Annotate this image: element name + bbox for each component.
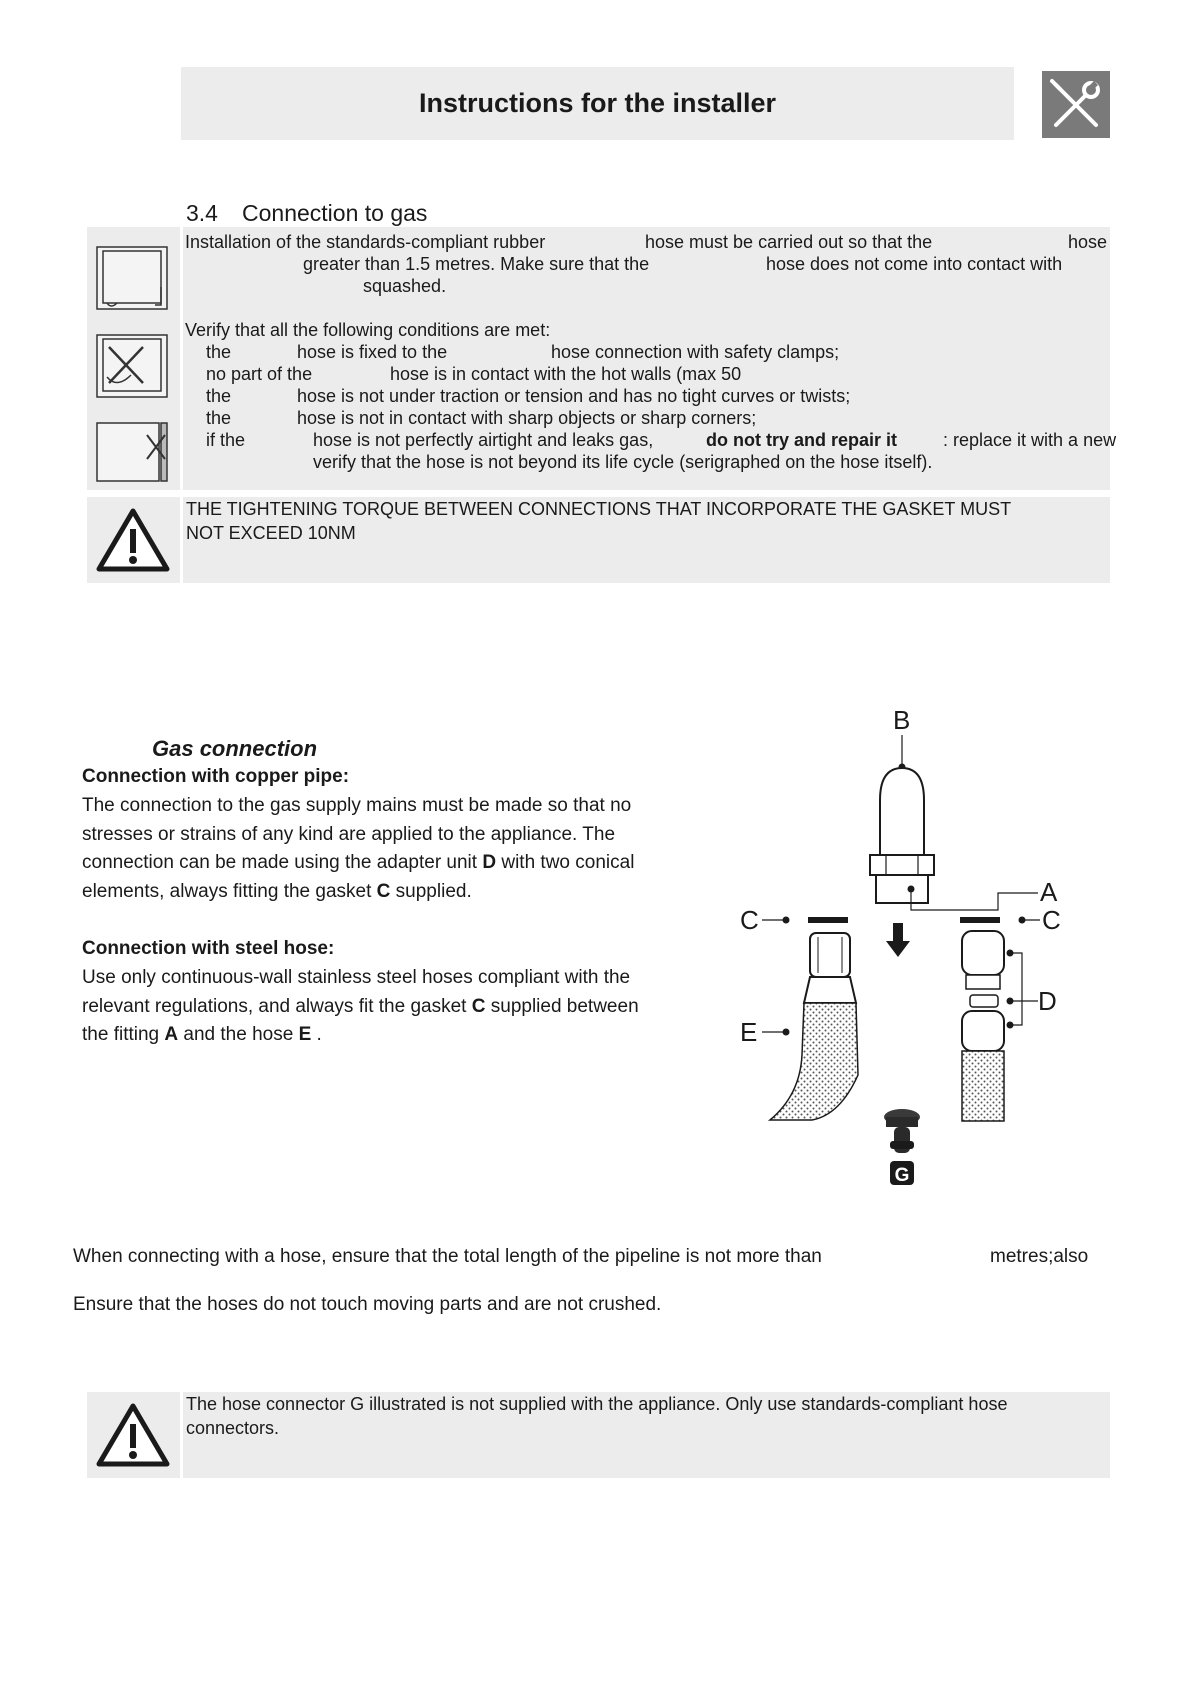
steel-heading: Connection with steel hose: xyxy=(82,938,335,959)
hose-connector-note-box xyxy=(183,1392,1110,1478)
label-c-right: C xyxy=(1042,905,1061,935)
sharp-corner-icon xyxy=(97,423,167,481)
hose-crush-line: Ensure that the hoses do not touch moving parts and are not crushed. xyxy=(73,1294,662,1315)
header-bar xyxy=(181,67,1014,140)
pictogram-column xyxy=(87,227,180,490)
condition-2: no part of the hose is in contact with the hot walls (max 50 xyxy=(206,364,742,384)
intro-line-2b: hose does not come into contact with xyxy=(766,254,1063,274)
label-e: E xyxy=(740,1017,758,1047)
intro-line-1: Installation of the standards-compliant rubber hose must be carried out so that the hose xyxy=(185,232,1108,252)
hose-nut-left xyxy=(810,933,850,977)
steel-line-3: the fitting A and the hose E . xyxy=(82,1024,322,1045)
condition-tail: verify that the hose is not beyond its life cycle (serigraphed on the hose itself). xyxy=(313,452,933,472)
hose-installation-icon xyxy=(97,247,167,309)
condition-1: the hose is fixed to the hose connection with safety clamps; xyxy=(206,342,840,362)
label-c-left: C xyxy=(740,905,759,935)
tools-icon xyxy=(1042,71,1110,138)
copper-heading: Connection with copper pipe: xyxy=(82,766,350,787)
hose-length-line: When connecting with a hose, ensure that the total length of the pipeline is not more than xyxy=(73,1246,822,1267)
steel-line-1: Use only continuous-wall stainless steel hoses compliant with the xyxy=(82,967,631,988)
verify-heading: Verify that all the following conditions are met: xyxy=(185,320,551,340)
section-number: 3.4 xyxy=(186,200,218,226)
adapter-d-middle xyxy=(970,995,998,1007)
steel-hose-right xyxy=(962,1051,1004,1121)
intro-line-2: greater than 1.5 metres. Make sure that the xyxy=(303,254,650,274)
gasket-c-left xyxy=(808,917,848,923)
hose-crossed-icon xyxy=(97,335,167,397)
copper-line-2: stresses or strains of any kind are applied to the appliance. The xyxy=(82,823,616,845)
section-heading: Connection to gas xyxy=(242,200,428,226)
torque-warning-line-1: THE TIGHTENING TORQUE BETWEEN CONNECTIONS THAT INCORPORATE THE GASKET MUST xyxy=(186,499,1012,519)
copper-text xyxy=(82,792,634,906)
warning-icon-box xyxy=(87,497,180,583)
warning-icon xyxy=(87,1392,180,1478)
fitting-a xyxy=(876,875,928,903)
gas-nozzle-b xyxy=(880,768,924,855)
copper-line-4: elements, always fitting the gasket C supplied. xyxy=(82,880,472,902)
label-a: A xyxy=(1040,877,1058,907)
warning-icon xyxy=(87,497,180,583)
condition-3: the hose is not under traction or tension and has no tight curves or twists; xyxy=(206,386,851,406)
gas-connection-title: Gas connection xyxy=(152,736,318,761)
note-warning-icon-box xyxy=(87,1392,180,1478)
gas-connection-diagram xyxy=(740,705,1120,1225)
copper-line-1: The connection to the gas supply mains must be made so that no xyxy=(82,795,632,816)
adapter-d-bottom xyxy=(962,1011,1004,1051)
copper-line-3: connection can be made using the adapter unit D with two conical xyxy=(82,852,635,873)
condition-5: if the hose is not perfectly airtight and leaks gas, do not try and repair it : replace it with a new xyxy=(206,430,1117,450)
adapter-d-top xyxy=(962,931,1004,975)
label-b: B xyxy=(893,705,911,735)
page-title: Instructions for the installer xyxy=(418,88,777,118)
hose-length-line-end: metres;also xyxy=(990,1246,1089,1267)
steel-hose-e xyxy=(770,1003,858,1120)
label-d: D xyxy=(1038,986,1057,1016)
instructions-box xyxy=(183,227,1117,490)
torque-warning-box xyxy=(183,497,1110,583)
torque-warning-line-2: NOT EXCEED 10NM xyxy=(186,523,356,543)
section-title xyxy=(186,200,427,227)
intro-line-3: squashed. xyxy=(363,276,447,296)
note-line-2: connectors. xyxy=(186,1418,280,1438)
note-line-1: The hose connector G illustrated is not supplied with the appliance. Only use standards-compliant hose xyxy=(186,1394,1008,1414)
label-g: G xyxy=(894,1165,910,1186)
steel-line-2: relevant regulations, and always fit the gasket C supplied between xyxy=(82,995,639,1017)
gasket-c-right xyxy=(960,917,1000,923)
condition-4: the hose is not in contact with sharp objects or sharp corners; xyxy=(206,408,757,428)
steel-text xyxy=(82,964,639,1050)
